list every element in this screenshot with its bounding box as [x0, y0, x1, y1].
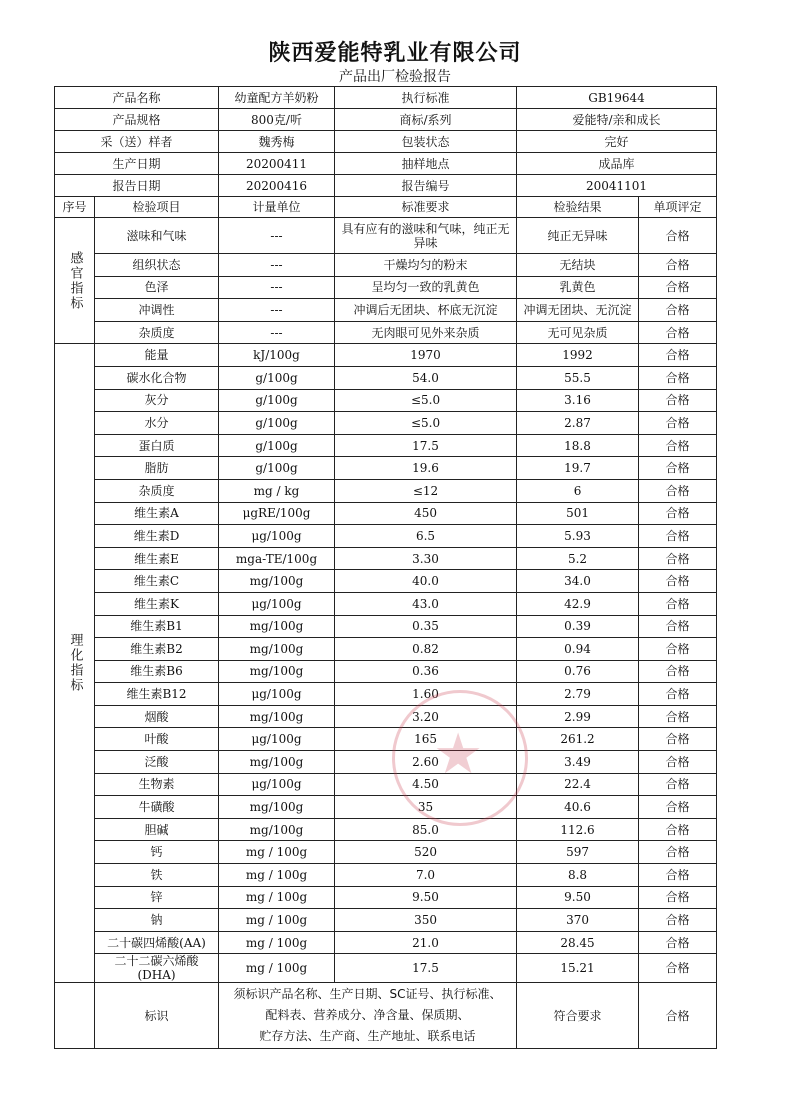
standard-cell: 0.36: [335, 660, 517, 683]
labeling-line: 须标识产品名称、生产日期、SC证号、执行标准、: [233, 987, 502, 1002]
unit-cell: mg/100g: [219, 615, 335, 638]
result-cell: 1992: [517, 344, 639, 367]
table-row: [55, 660, 717, 683]
judge-cell: 合格: [639, 299, 717, 322]
result-cell: 9.50: [517, 886, 639, 909]
table-row: [55, 570, 717, 593]
unit-cell: μg/100g: [219, 592, 335, 615]
table-row: [55, 864, 717, 887]
result-cell: 8.8: [517, 864, 639, 887]
judge-cell: 合格: [639, 683, 717, 706]
item-name: 维生素B2: [95, 638, 219, 661]
info-label: 产品名称: [55, 87, 219, 109]
info-value: 800克/听: [219, 109, 335, 131]
info-label: 采（送）样者: [55, 131, 219, 153]
result-cell: 乳黄色: [517, 276, 639, 299]
standard-cell: 0.35: [335, 615, 517, 638]
judge-cell: 合格: [639, 389, 717, 412]
result-cell: 5.2: [517, 547, 639, 570]
result-cell: 112.6: [517, 818, 639, 841]
result-cell: 28.45: [517, 931, 639, 954]
labeling-judge: 合格: [639, 983, 717, 1049]
standard-cell: 85.0: [335, 818, 517, 841]
info-label: 商标/系列: [335, 109, 517, 131]
item-name: 能量: [95, 344, 219, 367]
item-name: 冲调性: [95, 299, 219, 322]
standard-cell: 450: [335, 502, 517, 525]
standard-cell: 17.5: [335, 954, 517, 983]
item-name: 色泽: [95, 276, 219, 299]
sensory-section: [55, 218, 717, 344]
standard-cell: ≤5.0: [335, 412, 517, 435]
info-label: 生产日期: [55, 153, 219, 175]
unit-cell: kJ/100g: [219, 344, 335, 367]
standard-cell: 无肉眼可见外来杂质: [335, 321, 517, 344]
table-row: [55, 547, 717, 570]
standard-cell: 520: [335, 841, 517, 864]
column-header-row: [55, 197, 717, 218]
info-row: [55, 175, 717, 197]
col-header-item: 检验项目: [95, 197, 219, 218]
table-row: [55, 366, 717, 389]
labeling-section: [55, 983, 717, 1049]
info-value: 成品库: [517, 153, 717, 175]
standard-cell: 冲调后无团块、杯底无沉淀: [335, 299, 517, 322]
standard-cell: 呈均匀一致的乳黄色: [335, 276, 517, 299]
result-cell: 3.49: [517, 751, 639, 774]
table-row: [55, 254, 717, 277]
table-row: [55, 728, 717, 751]
result-cell: 370: [517, 909, 639, 932]
report-title: 产品出厂检验报告: [339, 69, 451, 85]
info-value: 20200411: [219, 153, 335, 175]
labeling-row: [55, 983, 717, 1049]
judge-cell: 合格: [639, 457, 717, 480]
item-name: 牛磺酸: [95, 796, 219, 819]
table-row: [55, 502, 717, 525]
unit-cell: mg / kg: [219, 479, 335, 502]
table-row: [55, 954, 717, 983]
unit-cell: μg/100g: [219, 773, 335, 796]
standard-cell: 2.60: [335, 751, 517, 774]
info-label: 执行标准: [335, 87, 517, 109]
standard-cell: 19.6: [335, 457, 517, 480]
judge-cell: 合格: [639, 570, 717, 593]
table-row: [55, 638, 717, 661]
result-cell: 3.16: [517, 389, 639, 412]
unit-cell: μg/100g: [219, 728, 335, 751]
item-name: 钙: [95, 841, 219, 864]
table-row: [55, 276, 717, 299]
info-value: 魏秀梅: [219, 131, 335, 153]
judge-cell: 合格: [639, 366, 717, 389]
unit-cell: mga-TE/100g: [219, 547, 335, 570]
info-value: 爱能特/亲和成长: [517, 109, 717, 131]
labeling-item: 标识: [95, 983, 219, 1049]
judge-cell: 合格: [639, 796, 717, 819]
standard-cell: 6.5: [335, 525, 517, 548]
table-row: [55, 218, 717, 254]
item-name: 叶酸: [95, 728, 219, 751]
item-name: 二十二碳六烯酸(DHA): [95, 954, 219, 983]
unit-cell: g/100g: [219, 412, 335, 435]
table-row: [55, 457, 717, 480]
item-name: 泛酸: [95, 751, 219, 774]
info-value: 20041101: [517, 175, 717, 197]
judge-cell: 合格: [639, 818, 717, 841]
standard-cell: 干燥均匀的粉末: [335, 254, 517, 277]
item-name: 维生素B6: [95, 660, 219, 683]
standard-cell: 40.0: [335, 570, 517, 593]
unit-cell: g/100g: [219, 366, 335, 389]
item-name: 二十碳四烯酸(AA): [95, 931, 219, 954]
table-row: [55, 299, 717, 322]
unit-cell: mg/100g: [219, 796, 335, 819]
unit-cell: mg / 100g: [219, 909, 335, 932]
item-name: 杂质度: [95, 479, 219, 502]
judge-cell: 合格: [639, 525, 717, 548]
standard-cell: 0.82: [335, 638, 517, 661]
unit-cell: g/100g: [219, 434, 335, 457]
result-cell: 40.6: [517, 796, 639, 819]
judge-cell: 合格: [639, 547, 717, 570]
judge-cell: 合格: [639, 218, 717, 254]
unit-cell: mg / 100g: [219, 931, 335, 954]
judge-cell: 合格: [639, 931, 717, 954]
standard-cell: 具有应有的滋味和气味，纯正无异味: [335, 218, 517, 254]
table-row: [55, 615, 717, 638]
table-row: [55, 751, 717, 774]
unit-cell: mg/100g: [219, 751, 335, 774]
physchem-section: [55, 344, 717, 983]
judge-cell: 合格: [639, 864, 717, 887]
result-cell: 6: [517, 479, 639, 502]
table-row: [55, 886, 717, 909]
judge-cell: 合格: [639, 728, 717, 751]
info-label: 抽样地点: [335, 153, 517, 175]
result-cell: 15.21: [517, 954, 639, 983]
unit-cell: g/100g: [219, 389, 335, 412]
result-cell: 22.4: [517, 773, 639, 796]
col-header-judge: 单项评定: [639, 197, 717, 218]
judge-cell: 合格: [639, 660, 717, 683]
table-row: [55, 344, 717, 367]
standard-cell: 3.20: [335, 705, 517, 728]
info-row: [55, 109, 717, 131]
judge-cell: 合格: [639, 434, 717, 457]
unit-cell: mg / 100g: [219, 886, 335, 909]
judge-cell: 合格: [639, 321, 717, 344]
info-value: 20200416: [219, 175, 335, 197]
table-row: [55, 592, 717, 615]
item-name: 组织状态: [95, 254, 219, 277]
item-name: 维生素E: [95, 547, 219, 570]
table-row: [55, 818, 717, 841]
unit-cell: ---: [219, 321, 335, 344]
unit-cell: mg / 100g: [219, 954, 335, 983]
unit-cell: mg/100g: [219, 570, 335, 593]
unit-cell: mg/100g: [219, 638, 335, 661]
standard-cell: 1970: [335, 344, 517, 367]
result-cell: 19.7: [517, 457, 639, 480]
unit-cell: ---: [219, 276, 335, 299]
item-name: 水分: [95, 412, 219, 435]
standard-cell: 54.0: [335, 366, 517, 389]
standard-cell: 1.60: [335, 683, 517, 706]
result-cell: 冲调无团块、无沉淀: [517, 299, 639, 322]
labeling-result: 符合要求: [517, 983, 639, 1049]
item-name: 杂质度: [95, 321, 219, 344]
result-cell: 18.8: [517, 434, 639, 457]
item-name: 维生素D: [95, 525, 219, 548]
result-cell: 0.94: [517, 638, 639, 661]
info-value: 完好: [517, 131, 717, 153]
company-name: 陕西爱能特乳业有限公司: [268, 41, 522, 66]
result-cell: 261.2: [517, 728, 639, 751]
col-header-standard: 标准要求: [335, 197, 517, 218]
judge-cell: 合格: [639, 705, 717, 728]
info-row: [55, 153, 717, 175]
result-cell: 42.9: [517, 592, 639, 615]
judge-cell: 合格: [639, 592, 717, 615]
table-row: [55, 479, 717, 502]
standard-cell: 350: [335, 909, 517, 932]
unit-cell: mg/100g: [219, 660, 335, 683]
unit-cell: mg / 100g: [219, 841, 335, 864]
info-row: [55, 131, 717, 153]
item-name: 维生素B12: [95, 683, 219, 706]
result-cell: 2.87: [517, 412, 639, 435]
item-name: 灰分: [95, 389, 219, 412]
info-value: 幼童配方羊奶粉: [219, 87, 335, 109]
info-label: 产品规格: [55, 109, 219, 131]
standard-cell: 7.0: [335, 864, 517, 887]
unit-cell: ---: [219, 254, 335, 277]
judge-cell: 合格: [639, 502, 717, 525]
standard-cell: 4.50: [335, 773, 517, 796]
col-header-no: 序号: [55, 197, 95, 218]
result-cell: 0.76: [517, 660, 639, 683]
info-row: [55, 87, 717, 109]
item-name: 蛋白质: [95, 434, 219, 457]
judge-cell: 合格: [639, 479, 717, 502]
standard-cell: 9.50: [335, 886, 517, 909]
item-name: 脂肪: [95, 457, 219, 480]
standard-cell: ≤12: [335, 479, 517, 502]
judge-cell: 合格: [639, 276, 717, 299]
standard-cell: 3.30: [335, 547, 517, 570]
judge-cell: 合格: [639, 954, 717, 983]
judge-cell: 合格: [639, 773, 717, 796]
item-name: 铁: [95, 864, 219, 887]
judge-cell: 合格: [639, 886, 717, 909]
table-row: [55, 525, 717, 548]
info-label: 报告编号: [335, 175, 517, 197]
inspection-table: [54, 86, 717, 1049]
group-label: 理化指标: [55, 344, 95, 983]
result-cell: 2.79: [517, 683, 639, 706]
table-row: [55, 931, 717, 954]
labeling-line: 配料表、营养成分、净含量、保质期、: [265, 1008, 470, 1023]
judge-cell: 合格: [639, 909, 717, 932]
result-cell: 5.93: [517, 525, 639, 548]
group-label: 感官指标: [55, 218, 95, 344]
judge-cell: 合格: [639, 615, 717, 638]
table-row: [55, 389, 717, 412]
labeling-no: [55, 983, 95, 1049]
unit-cell: g/100g: [219, 457, 335, 480]
item-name: 钠: [95, 909, 219, 932]
table-row: [55, 841, 717, 864]
item-name: 烟酸: [95, 705, 219, 728]
labeling-line: 贮存方法、生产商、生产地址、联系电话: [259, 1029, 476, 1044]
table-row: [55, 412, 717, 435]
unit-cell: μgRE/100g: [219, 502, 335, 525]
standard-cell: 21.0: [335, 931, 517, 954]
item-name: 维生素K: [95, 592, 219, 615]
col-header-unit: 计量单位: [219, 197, 335, 218]
col-header-result: 检验结果: [517, 197, 639, 218]
item-name: 维生素B1: [95, 615, 219, 638]
judge-cell: 合格: [639, 344, 717, 367]
judge-cell: 合格: [639, 638, 717, 661]
info-label: 包装状态: [335, 131, 517, 153]
table-row: [55, 773, 717, 796]
table-row: [55, 796, 717, 819]
seal-star-icon: ★: [433, 722, 484, 787]
result-cell: 597: [517, 841, 639, 864]
item-name: 胆碱: [95, 818, 219, 841]
judge-cell: 合格: [639, 254, 717, 277]
table-row: [55, 434, 717, 457]
unit-cell: mg/100g: [219, 818, 335, 841]
judge-cell: 合格: [639, 751, 717, 774]
unit-cell: μg/100g: [219, 683, 335, 706]
result-cell: 0.39: [517, 615, 639, 638]
standard-cell: 35: [335, 796, 517, 819]
unit-cell: ---: [219, 218, 335, 254]
unit-cell: μg/100g: [219, 525, 335, 548]
standard-cell: 17.5: [335, 434, 517, 457]
labeling-standard: [219, 983, 517, 1049]
table-row: [55, 683, 717, 706]
table-row: [55, 321, 717, 344]
result-cell: 55.5: [517, 366, 639, 389]
table-row: [55, 705, 717, 728]
info-label: 报告日期: [55, 175, 219, 197]
standard-cell: 165: [335, 728, 517, 751]
unit-cell: mg/100g: [219, 705, 335, 728]
item-name: 生物素: [95, 773, 219, 796]
result-cell: 2.99: [517, 705, 639, 728]
table-row: [55, 909, 717, 932]
judge-cell: 合格: [639, 841, 717, 864]
item-name: 维生素C: [95, 570, 219, 593]
result-cell: 无可见杂质: [517, 321, 639, 344]
item-name: 滋味和气味: [95, 218, 219, 254]
standard-cell: ≤5.0: [335, 389, 517, 412]
result-cell: 纯正无异味: [517, 218, 639, 254]
result-cell: 501: [517, 502, 639, 525]
judge-cell: 合格: [639, 412, 717, 435]
item-name: 碳水化合物: [95, 366, 219, 389]
unit-cell: ---: [219, 299, 335, 322]
item-name: 锌: [95, 886, 219, 909]
item-name: 维生素A: [95, 502, 219, 525]
info-value: GB19644: [517, 87, 717, 109]
result-cell: 无结块: [517, 254, 639, 277]
standard-cell: 43.0: [335, 592, 517, 615]
unit-cell: mg / 100g: [219, 864, 335, 887]
result-cell: 34.0: [517, 570, 639, 593]
